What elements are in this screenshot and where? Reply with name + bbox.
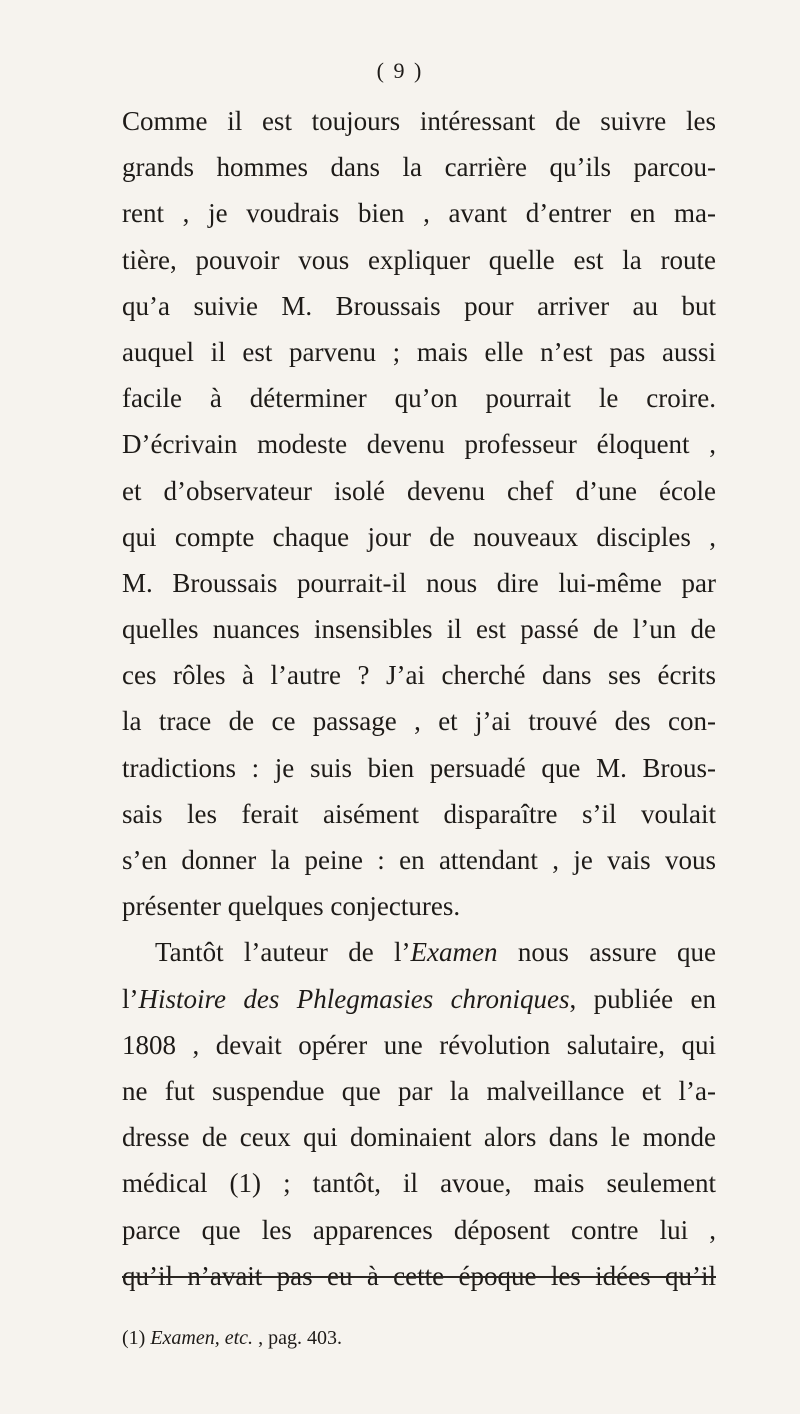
text-line: qu’a suivie M. Broussais pour arriver au but — [122, 290, 716, 321]
text-line: sais les ferait aisément disparaître s’il voulait — [122, 798, 716, 829]
text-line: rent , je voudrais bien , avant d’entrer en ma- — [122, 198, 716, 229]
footnote — [122, 1325, 716, 1351]
page-number: ( 9 ) — [376, 58, 424, 83]
text-line: présenter quelques conjectures. — [122, 891, 461, 922]
text-line: ces rôles à l’autre ? J’ai cherché dans ses écrits — [122, 660, 716, 691]
text-line: et d’observateur isolé devenu chef d’une école — [122, 475, 716, 506]
footnote-title: Examen, etc. — [150, 1327, 254, 1349]
text-span: nous assure que — [497, 937, 716, 968]
text-line: médical (1) ; tantôt, il avoue, mais seulement — [122, 1168, 716, 1199]
text-span: l’ — [122, 983, 139, 1014]
text-line: dresse de ceux qui dominaient alors dans le monde — [122, 1122, 716, 1153]
text-line: tière, pouvoir vous expliquer quelle est la route — [122, 244, 716, 275]
footnote-rule — [122, 1276, 716, 1278]
text-line: D’écrivain modeste devenu professeur éloquent , — [122, 429, 716, 460]
text-line: la trace de ce passage , et j’ai trouvé des con- — [122, 706, 716, 737]
text-span: Tantôt l’auteur de l’ — [155, 937, 411, 968]
text-line: ne fut suspendue que par la malveillance et l’a- — [122, 1075, 716, 1106]
text-line: auquel il est parvenu ; mais elle n’est pas aussi — [122, 336, 716, 367]
footnote-text: , pag. 403. — [253, 1327, 342, 1349]
text-line: qu’il n’avait pas eu à cette époque les idées qu’il — [122, 1260, 716, 1291]
text-line: qui compte chaque jour de nouveaux disciples , — [122, 521, 716, 552]
text-line: grands hommes dans la carrière qu’ils parcou- — [122, 152, 716, 183]
italic-title: Examen — [410, 937, 498, 968]
text-span: , publiée en — [569, 983, 716, 1014]
text-line: tradictions : je suis bien persuadé que M. Brous- — [122, 752, 716, 783]
body-text — [122, 98, 716, 1299]
text-line: facile à déterminer qu’on pourrait le croire. — [122, 383, 716, 414]
text-line: M. Broussais pourrait-il nous dire lui-même par — [122, 567, 716, 598]
text-line — [122, 976, 716, 1022]
footnote-marker: (1) — [122, 1327, 151, 1349]
text-line: quelles nuances insensibles il est passé de l’un de — [122, 614, 716, 645]
italic-title: Histoire des Phlegmasies chroniques — [138, 983, 570, 1014]
text-line: 1808 , devait opérer une révolution salutaire, qui — [122, 1029, 716, 1060]
text-line: Comme il est toujours intéressant de suivre les — [122, 106, 716, 136]
text-line: s’en donner la peine : en attendant , je vais vous — [122, 845, 716, 875]
text-line — [122, 929, 716, 975]
text-line: parce que les apparences déposent contre lui , — [122, 1214, 716, 1245]
